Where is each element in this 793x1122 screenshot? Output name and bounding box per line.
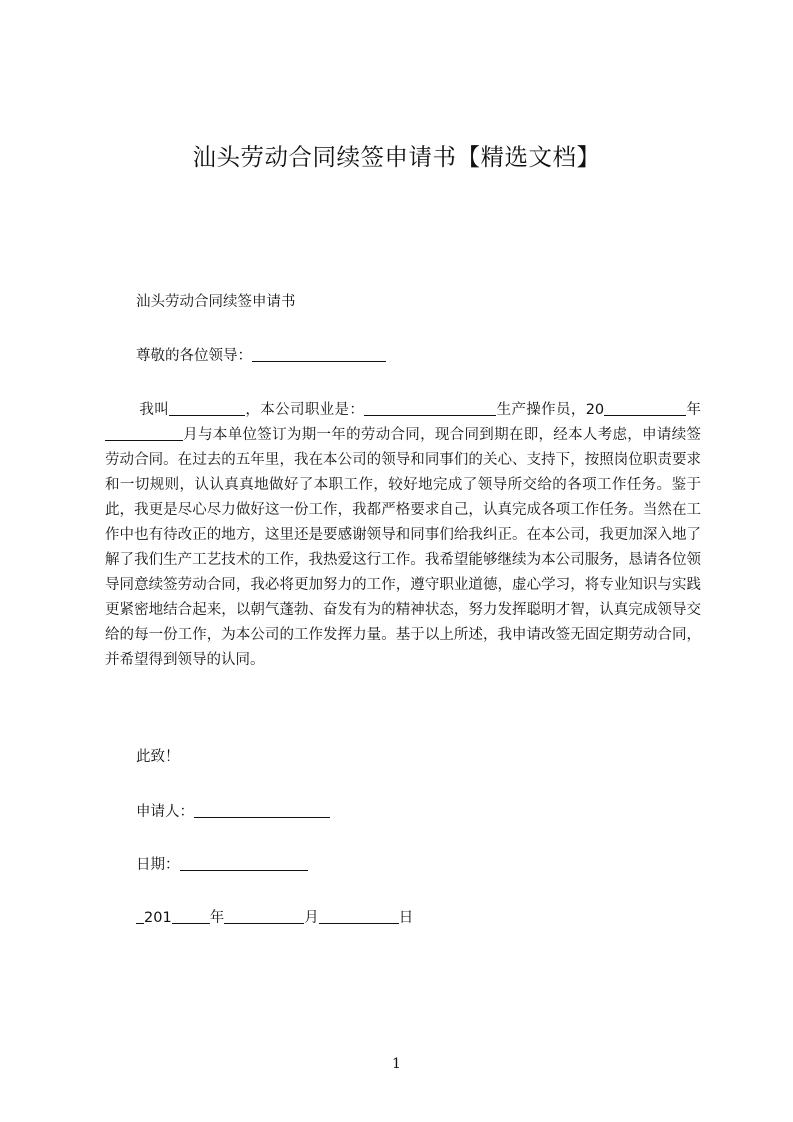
applicant-blank[interactable] — [194, 803, 330, 819]
contract-year-blank[interactable] — [604, 401, 686, 417]
signature-day-label: 日 — [398, 910, 414, 926]
body-job-title: 生产操作员， — [496, 402, 586, 418]
applicant-label: 申请人： — [136, 804, 194, 820]
salutation-blank[interactable] — [252, 347, 386, 363]
salutation-text: 尊敬的各位领导： — [136, 348, 252, 364]
signature-year-prefix: 201 — [144, 910, 172, 926]
body-employer-prefix: ，本公司职业是： — [245, 402, 365, 418]
body-year-prefix: 20 — [585, 402, 605, 418]
body-intro: 我叫 — [139, 402, 170, 418]
signature-date-line — [136, 906, 413, 927]
closing-text: 此致！ — [136, 749, 180, 765]
contract-month-blank[interactable] — [105, 426, 183, 442]
body-year-suffix: 年 — [686, 402, 702, 418]
page-number: 1 — [392, 1056, 401, 1072]
date-label: 日期： — [136, 857, 180, 873]
date-blank[interactable] — [180, 856, 308, 872]
signature-year-blank[interactable] — [172, 909, 210, 925]
name-blank[interactable] — [169, 401, 245, 417]
occupation-blank[interactable] — [364, 401, 496, 417]
date-line — [136, 853, 308, 874]
document-heading: 汕头劳动合同续签申请书 — [136, 294, 296, 310]
signature-day-blank[interactable] — [319, 909, 399, 925]
body-main-text: 月与本单位签订为期一年的劳动合同，现合同到期在即，经本人考虑，申请续签劳动合同。在过去的五年里，我在本公司的领导和同事们的关心、支持下，按照岗位职责要求和一切规则，认认真真地做好了本职工作，较好地完成了领导所交给的各项工作任务。鉴于此，我更是尽心尽力做好这一份工作，我都严格要求自己，认真完成各项工作任务。当然在工作中也有待改正的地方，这里还是要感谢领导和同事们给我纠正。在本公司，我更加深入地了解了我们生产工艺技术的工作，我热爱这行工作。我希望能够继续为本公司服务，恳请各位领导同意续签劳动合同，我必将更加努力的工作，遵守职业道德，虚心学习，将专业知识与实践更紧密地结合起来，以朝气蓬勃、奋发有为的精神状态，努力发挥聪明才智，认真完成领导交给的每一份工作，为本公司的工作发挥力量。基于以上所述，我申请改签无固定期劳动合同，并希望得到领导的认同。 — [105, 427, 701, 668]
applicant-line — [136, 800, 330, 821]
year-lead-blank[interactable] — [136, 909, 144, 925]
document-title: 汕头劳动合同续签申请书【精选文档】 — [192, 143, 601, 171]
signature-year-label: 年 — [209, 910, 225, 926]
body-paragraph — [105, 398, 701, 673]
signature-month-label: 月 — [304, 910, 319, 926]
salutation-line — [136, 344, 386, 365]
signature-month-blank[interactable] — [224, 909, 304, 925]
